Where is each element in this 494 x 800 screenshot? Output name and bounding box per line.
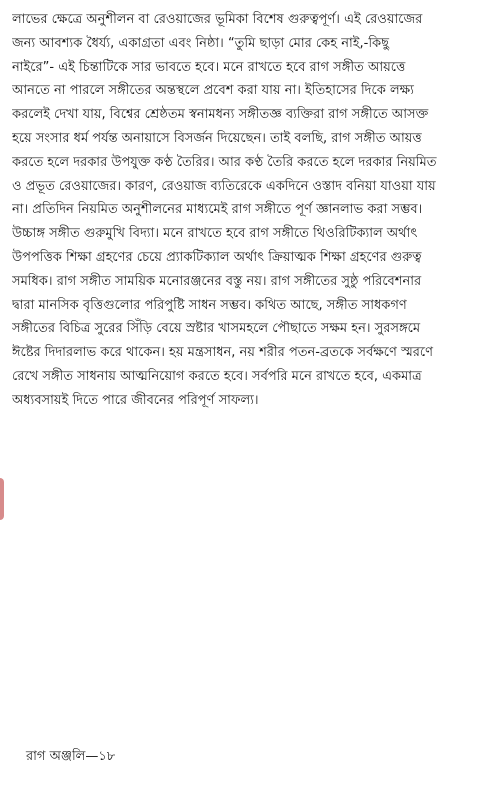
text-line: অধ্যবসায়ই দিতে পারে জীবনের পরিপূর্ণ সাফল্য। bbox=[12, 392, 259, 408]
text-line: ও প্রভূত রেওয়াজের। কারণ, রেওয়াজ ব্যতিরেকে একদিনে ওস্তাদ বনিয়া যাওয়া যায় bbox=[12, 178, 436, 194]
text-line: জন্য আবশ্যক ধৈর্য্য, একাগ্রতা এবং নিষ্ঠা। “তুমি ছাড়া মোর কেহ নাই,-কিছু bbox=[12, 35, 390, 51]
text-line: সমধিক। রাগ সঙ্গীত সাময়িক মনোরঞ্জনের বস্তু নয়। রাগ সঙ্গীতের সুষ্ঠু পরিবেশনার bbox=[12, 273, 422, 289]
page-footer: রাগ অঞ্জলি—১৮ bbox=[26, 749, 116, 764]
text-line: দ্বারা মানসিক বৃত্তিগুলোর পরিপুষ্টি সাধন সম্ভব। কথিত আছে, সঙ্গীত সাধকগণ bbox=[12, 297, 407, 313]
text-line: না। প্রতিদিন নিয়মিত অনুশীলনের মাধ্যমেই রাগ সঙ্গীতে পূর্ণ জ্ঞানলাভ করা সম্ভব। bbox=[12, 202, 423, 218]
text-line: আনতে না পারলে সঙ্গীতের অন্তস্থলে প্রবেশ করা যায় না। ইতিহাসের দিকে লক্ষ্য bbox=[12, 83, 414, 99]
text-line: করলেই দেখা যায়, বিশ্বের শ্রেষ্ঠতম স্বনামধন্য সঙ্গীতজ্ঞ ব্যক্তিরা রাগ সঙ্গীতে আসক্ত bbox=[12, 107, 429, 123]
text-line: ঈষ্টের দিদারলাভ করে থাকেন। হয় মন্ত্রসাধন, নয় শরীর পতন-ব্রতকে সর্বক্ষণে স্মরণে bbox=[12, 345, 434, 361]
page-edge-mark bbox=[0, 478, 4, 520]
text-line: নাইরে”- এই চিন্তাটিকে সার ভাবতে হবে। মনে রাখতে হবে রাগ সঙ্গীত আয়ত্তে bbox=[12, 59, 406, 75]
text-line: হয়ে সংসার ধর্ম পর্যন্ত অনায়াসে বিসর্জন দিয়েছেন। তাই বলছি, রাগ সঙ্গীত আয়ত্ত bbox=[12, 130, 422, 146]
text-line: করতে হলে দরকার উপযুক্ত কণ্ঠ তৈরির। আর কণ্ঠ তৈরি করতে হলে দরকার নিয়মিত bbox=[12, 154, 437, 170]
text-line: লাভের ক্ষেত্রে অনুশীলন বা রেওয়াজের ভূমিকা বিশেষ গুরুত্বপূর্ণ। এই রেওয়াজের bbox=[12, 12, 423, 27]
body-text bbox=[12, 8, 491, 413]
text-line: উপপত্তিক শিক্ষা গ্রহণের চেয়ে প্র্যাকটিক্যাল অর্থাৎ ক্রিয়াত্মক শিক্ষা গ্রহণের গুরুত্ব bbox=[12, 249, 422, 265]
text-line: সঙ্গীতের বিচিত্র সুরের সিঁড়ি বেয়ে স্রষ্টার খাসমহলে পৌছাতে সক্ষম হন। সুরসঙ্গমে bbox=[12, 321, 421, 337]
text-line: উচ্চাঙ্গ সঙ্গীত গুরুমুখি বিদ্যা। মনে রাখতে হবে রাগ সঙ্গীতে থিওরিটিক্যাল অর্থাৎ bbox=[12, 226, 418, 242]
text-line: রেখে সঙ্গীত সাধনায় আত্মনিয়োগ করতে হবে। সর্বপরি মনে রাখতে হবে, একমাত্র bbox=[12, 368, 422, 384]
